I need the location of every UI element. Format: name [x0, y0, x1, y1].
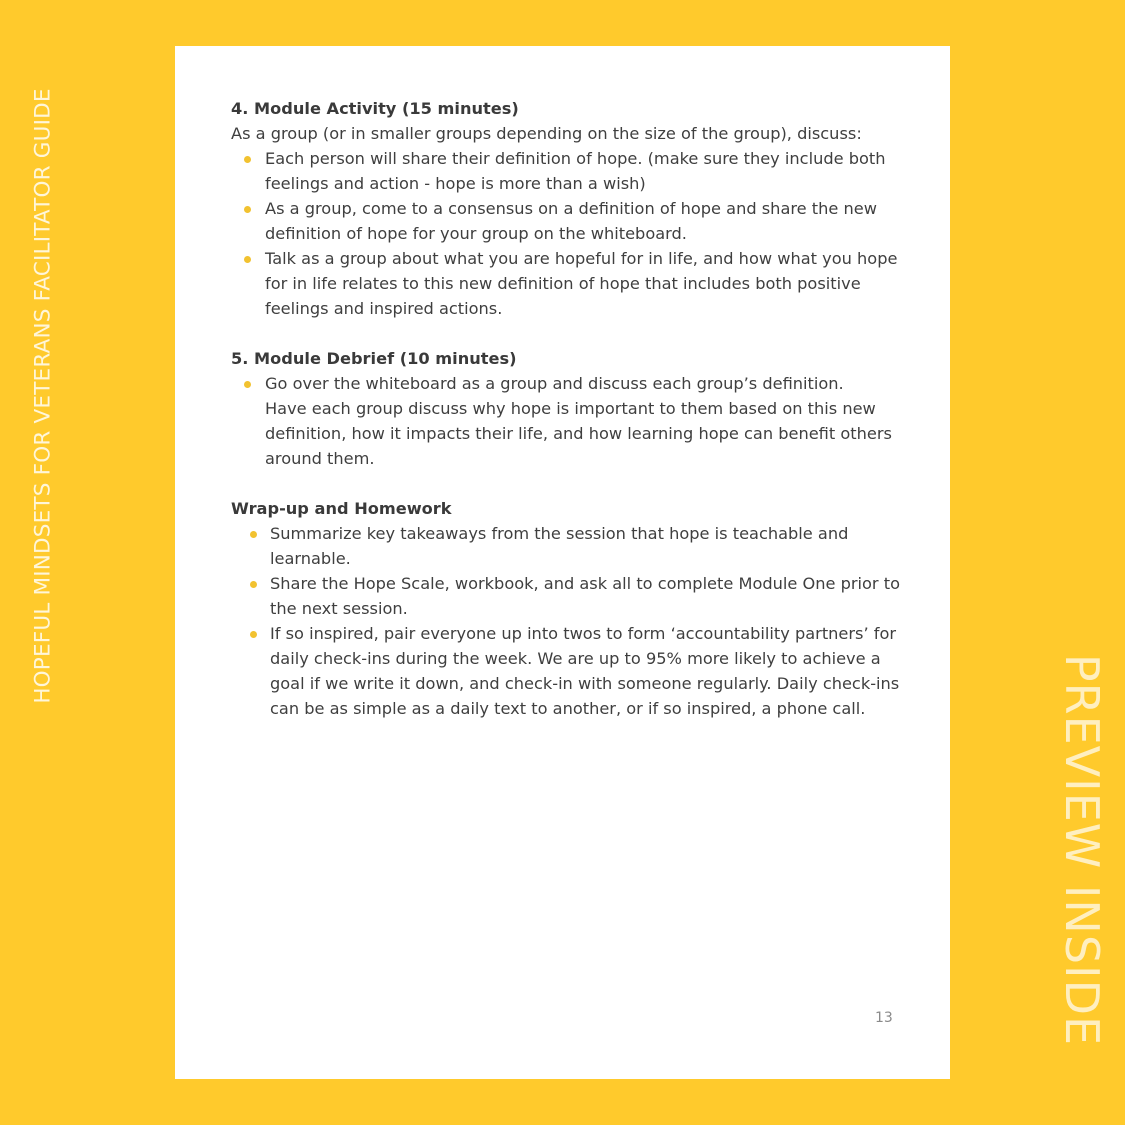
- list-item-text: Each person will share their definition of hope. (make sure they include both feelings and action - hope is more than a wish): [265, 149, 886, 193]
- list-item-text: Have each group discuss why hope is important to them based on this new definition, how it impacts their life, and how learning hope can benefit others around them.: [265, 399, 892, 468]
- module-activity-intro: As a group (or in smaller groups depending on the size of the group), discuss:: [231, 124, 862, 143]
- bullet-dot-icon: [250, 531, 257, 538]
- module-activity-list: [231, 146, 901, 321]
- bullet-dot-icon: [244, 381, 251, 388]
- bullet-dot-icon: [244, 206, 251, 213]
- list-item: [231, 371, 901, 471]
- page-number: 13: [875, 1010, 893, 1026]
- list-item: [231, 521, 901, 571]
- preview-inside-label: PREVIEW INSIDE: [1055, 653, 1109, 1047]
- module-debrief-list: [231, 371, 901, 471]
- list-item: [231, 246, 901, 321]
- guide-title: HOPEFUL MINDSETS FOR VETERANS FACILITATOR GUIDE: [30, 88, 56, 704]
- list-item: [231, 146, 901, 196]
- module-debrief-heading: 5. Module Debrief (10 minutes): [231, 349, 517, 368]
- list-item-text: Talk as a group about what you are hopeful for in life, and how what you hope for in life relates to this new definition of hope that includes both positive feelings and inspired actions.: [265, 249, 898, 318]
- list-item-text: Share the Hope Scale, workbook, and ask all to complete Module One prior to the next session.: [270, 574, 900, 618]
- list-item: [231, 621, 901, 721]
- wrapup-heading: Wrap-up and Homework: [231, 499, 452, 518]
- page-content: [231, 96, 901, 721]
- list-item: [231, 571, 901, 621]
- list-item-text: If so inspired, pair everyone up into twos to form ‘accountability partners’ for daily check-ins during the week. We are up to 95% more likely to achieve a goal if we write it down, and check-in with someone regularly. Daily check-ins can be as simple as a daily text to another, or if so inspired, a phone call.: [270, 624, 900, 718]
- module-activity-section: [231, 96, 901, 321]
- bullet-dot-icon: [244, 256, 251, 263]
- module-debrief-section: [231, 346, 901, 471]
- list-item-text: Summarize key takeaways from the session that hope is teachable and learnable.: [270, 524, 849, 568]
- bullet-dot-icon: [250, 631, 257, 638]
- wrapup-list: [231, 521, 901, 721]
- list-item-text: As a group, come to a consensus on a definition of hope and share the new definition of hope for your group on the whiteboard.: [265, 199, 877, 243]
- bullet-dot-icon: [244, 156, 251, 163]
- document-page: [175, 46, 950, 1079]
- list-item: [231, 196, 901, 246]
- module-activity-heading: 4. Module Activity (15 minutes): [231, 99, 519, 118]
- bullet-dot-icon: [250, 581, 257, 588]
- wrapup-section: [231, 496, 901, 721]
- list-item-text: Go over the whiteboard as a group and discuss each group’s definition.: [265, 374, 844, 393]
